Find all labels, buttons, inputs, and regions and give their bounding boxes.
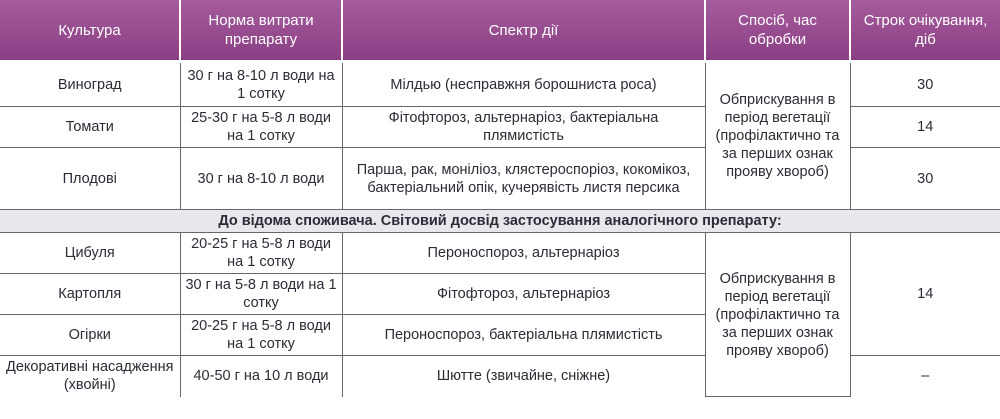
crop-cell: Картопля [0, 274, 180, 315]
header-method: Спосіб, час обробки [705, 0, 850, 62]
spectrum-cell: Фітофтороз, альтернаріоз, бактеріальна плямистість [342, 107, 705, 148]
crop-cell: Огірки [0, 315, 180, 356]
header-crop: Культура [0, 0, 180, 62]
spectrum-cell: Пероноспороз, бактеріальна плямистість [342, 315, 705, 356]
crop-cell: Виноград [0, 62, 180, 107]
spectrum-cell: Шютте (звичайне, сніжне) [342, 356, 705, 397]
days-cell: 14 [850, 107, 1000, 148]
spectrum-cell: Мілдью (несправжня борошниста роса) [342, 62, 705, 107]
rate-cell: 30 г на 8-10 л води [180, 148, 342, 210]
crop-cell: Декоративні насадження (хвойні) [0, 356, 180, 397]
rate-cell: 40-50 г на 10 л води [180, 356, 342, 397]
crop-cell: Цибуля [0, 233, 180, 274]
crop-cell: Плодові [0, 148, 180, 210]
days-cell: 14 [850, 233, 1000, 356]
section-note: До відома споживача. Світовий досвід застосування аналогічного препарату: [0, 210, 1000, 233]
rate-cell: 20-25 г на 5-8 л води на 1 сотку [180, 315, 342, 356]
spectrum-cell: Пероноспороз, альтернаріоз [342, 233, 705, 274]
rate-cell: 25-30 г на 5-8 л води на 1 сотку [180, 107, 342, 148]
table-row [0, 62, 1000, 107]
table-row [0, 107, 1000, 148]
section-note-row [0, 210, 1000, 233]
spectrum-cell: Парша, рак, моніліоз, клястероспоріоз, кокомікоз, бактеріальний опік, кучерявість листя персика [342, 148, 705, 210]
method-cell: Обприскування в період вегетації (профілактично та за перших ознак прояву хвороб) [705, 233, 850, 397]
header-spectrum: Спектр дії [342, 0, 705, 62]
crop-cell: Томати [0, 107, 180, 148]
rate-cell: 30 г на 5-8 л води на 1 сотку [180, 274, 342, 315]
table-row [0, 233, 1000, 274]
header-waiting-period: Строк очікування, діб [850, 0, 1000, 62]
table-row [0, 148, 1000, 210]
table-row [0, 356, 1000, 397]
spectrum-cell: Фітофтороз, альтернаріоз [342, 274, 705, 315]
days-cell: – [850, 356, 1000, 397]
rate-cell: 20-25 г на 5-8 л води на 1 сотку [180, 233, 342, 274]
table-header-row [0, 0, 1000, 62]
days-cell: 30 [850, 148, 1000, 210]
days-cell: 30 [850, 62, 1000, 107]
header-rate: Норма витрати препарату [180, 0, 342, 62]
rate-cell: 30 г на 8-10 л води на 1 сотку [180, 62, 342, 107]
method-cell: Обприскування в період вегетації (профілактично та за перших ознак прояву хвороб) [705, 62, 850, 210]
